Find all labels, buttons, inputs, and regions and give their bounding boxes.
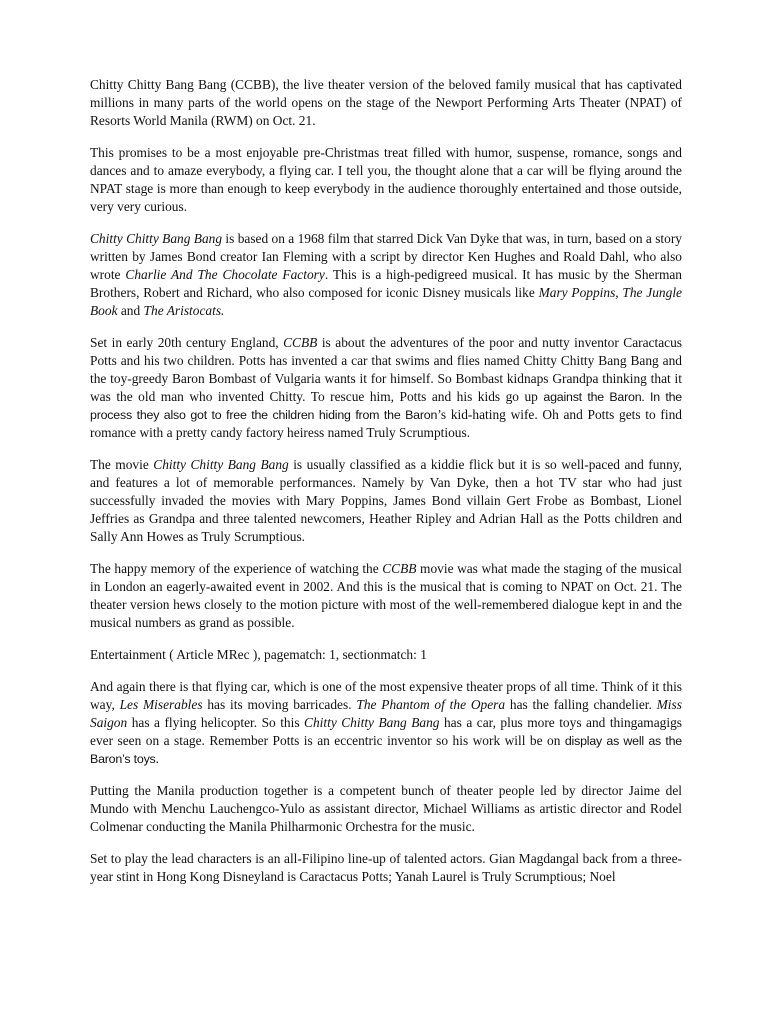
paragraph-8-text-6: . — [155, 751, 159, 766]
paragraph-3-text-3: and — [117, 303, 144, 318]
ad-placeholder-text: Entertainment ( Article MRec ), pagematch: 1, sectionmatch: 1 — [90, 647, 427, 662]
miss-saigon-title: Miss Saigon — [90, 697, 682, 730]
paragraph-8-text-sans: display as well as the Baron’s toys — [90, 734, 682, 766]
musical-title: Chitty Chitty Bang Bang — [153, 457, 289, 472]
paragraph-8 — [90, 678, 682, 768]
film-title-aristocats: The Aristocats. — [143, 303, 225, 318]
paragraph-8-text-5: has a car, plus more toys and thingamagigs ever seen on a stage. Remember Potts is an eccentric inventor so his work will be on — [90, 715, 682, 748]
paragraph-6-text-2: movie was what made the staging of the musical in London an eagerly-awaited event in 2002. And this is the musical that is coming to NPAT on Oct. 21. The theater version hews closely to the motion picture with most of the well-remembered dialogue kept in and the musical numbers as grand as possible. — [90, 561, 682, 630]
book-title: Charlie And The Chocolate Factory — [125, 267, 325, 282]
les-miserables-title: Les Miserables — [119, 697, 203, 712]
paragraph-1: Chitty Chitty Bang Bang (CCBB), the live theater version of the beloved family musical that has captivated millions in many parts of the world opens on the stage of the Newport Performing Arts Theater (NPAT) of Resorts World Manila (RWM) on Oct. 21. — [90, 77, 682, 128]
ccbb-abbrev: CCBB — [283, 335, 318, 350]
paragraph-3-text-1: is based on a 1968 film that starred Dick Van Dyke that was, in turn, based on a story written by James Bond creator Ian Fleming with a script by director Ken Hughes and Roald Dahl, who also wrote — [90, 231, 682, 282]
film-titles: Mary Poppins, The Jungle Book — [90, 285, 682, 318]
musical-title: Chitty Chitty Bang Bang — [304, 715, 440, 730]
paragraph-6 — [90, 560, 682, 632]
phantom-title: The Phantom of the Opera — [356, 697, 506, 712]
ccbb-abbrev: CCBB — [382, 561, 417, 576]
paragraph-4-text-2: is about the adventures of the poor and nutty inventor Caractacus Potts and his two children. Potts has invented a car that swims and flies named Chitty Chitty Bang Bang and the toy-greedy Baron Bombast of Vulgaria wants it for himself. So Bombast kidnaps Grandpa thinking that it was the old man who invented Chitty. To rescue him, Potts and his kids go up — [90, 335, 682, 404]
musical-title: Chitty Chitty Bang Bang — [90, 231, 223, 246]
paragraph-6-text-1: The happy memory of the experience of watching the — [90, 561, 383, 576]
paragraph-4-text-3: ’s kid-hating wife. Oh and Potts gets to find romance with a pretty candy factory heiress named Truly Scrumptious. — [90, 407, 682, 440]
paragraph-8-text-2: has its moving barricades. — [202, 697, 357, 712]
paragraph-3 — [90, 230, 682, 320]
paragraph-8-text-3: has the falling chandelier. — [505, 697, 657, 712]
paragraph-3-text-2: . This is a high-pedigreed musical. It has music by the Sherman Brothers, Robert and Richard, who also composed for iconic Disney musicals like — [90, 267, 683, 300]
paragraph-9: Putting the Manila production together is a competent bunch of theater people led by director Jaime del Mundo with Menchu Lauchengco-Yulo as assistant director, Michael Williams as artistic director and Rodel Colmenar conducting the Manila Philharmonic Orchestra for the music. — [90, 783, 682, 834]
paragraph-4 — [90, 334, 682, 442]
paragraph-4-text-1: Set in early 20th century England, — [90, 335, 284, 350]
paragraph-5 — [90, 456, 682, 546]
article-body — [90, 76, 682, 900]
paragraph-4-text-sans: against the Baron. In the process they also got to free the children hiding from the Baron — [90, 390, 682, 422]
paragraph-5-text-1: The movie — [90, 457, 154, 472]
paragraph-5-text-2: is usually classified as a kiddie flick but it is so well-paced and funny, and features a lot of memorable performances. Namely by Van Dyke, then a hot TV star who had just successfully invaded the movies with Mary Poppins, James Bond villain Gert Frobe as Bombast, Lionel Jeffries as Grandpa and three talented newcomers, Heather Ripley and Adrian Hall as the Potts children and Sally Ann Howes as Truly Scrumptious. — [90, 457, 682, 544]
paragraph-8-text-1: And again there is that flying car, which is one of the most expensive theater props of all time. Think of it this way, — [90, 679, 682, 712]
paragraph-10: Set to play the lead characters is an all-Filipino line-up of talented actors. Gian Magdangal back from a three-year stint in Hong Kong Disneyland is Caractacus Potts; Yanah Laurel is Truly Scrumptious; Noel — [90, 851, 682, 884]
paragraph-2: This promises to be a most enjoyable pre-Christmas treat filled with humor, suspense, romance, songs and dances and to amaze everybody, a flying car. I tell you, the thought alone that a car will be flying around the NPAT stage is more than enough to keep everybody in the audience thoroughly entertained and those outside, very very curious. — [90, 145, 682, 214]
paragraph-8-text-4: has a flying helicopter. So this — [127, 715, 305, 730]
